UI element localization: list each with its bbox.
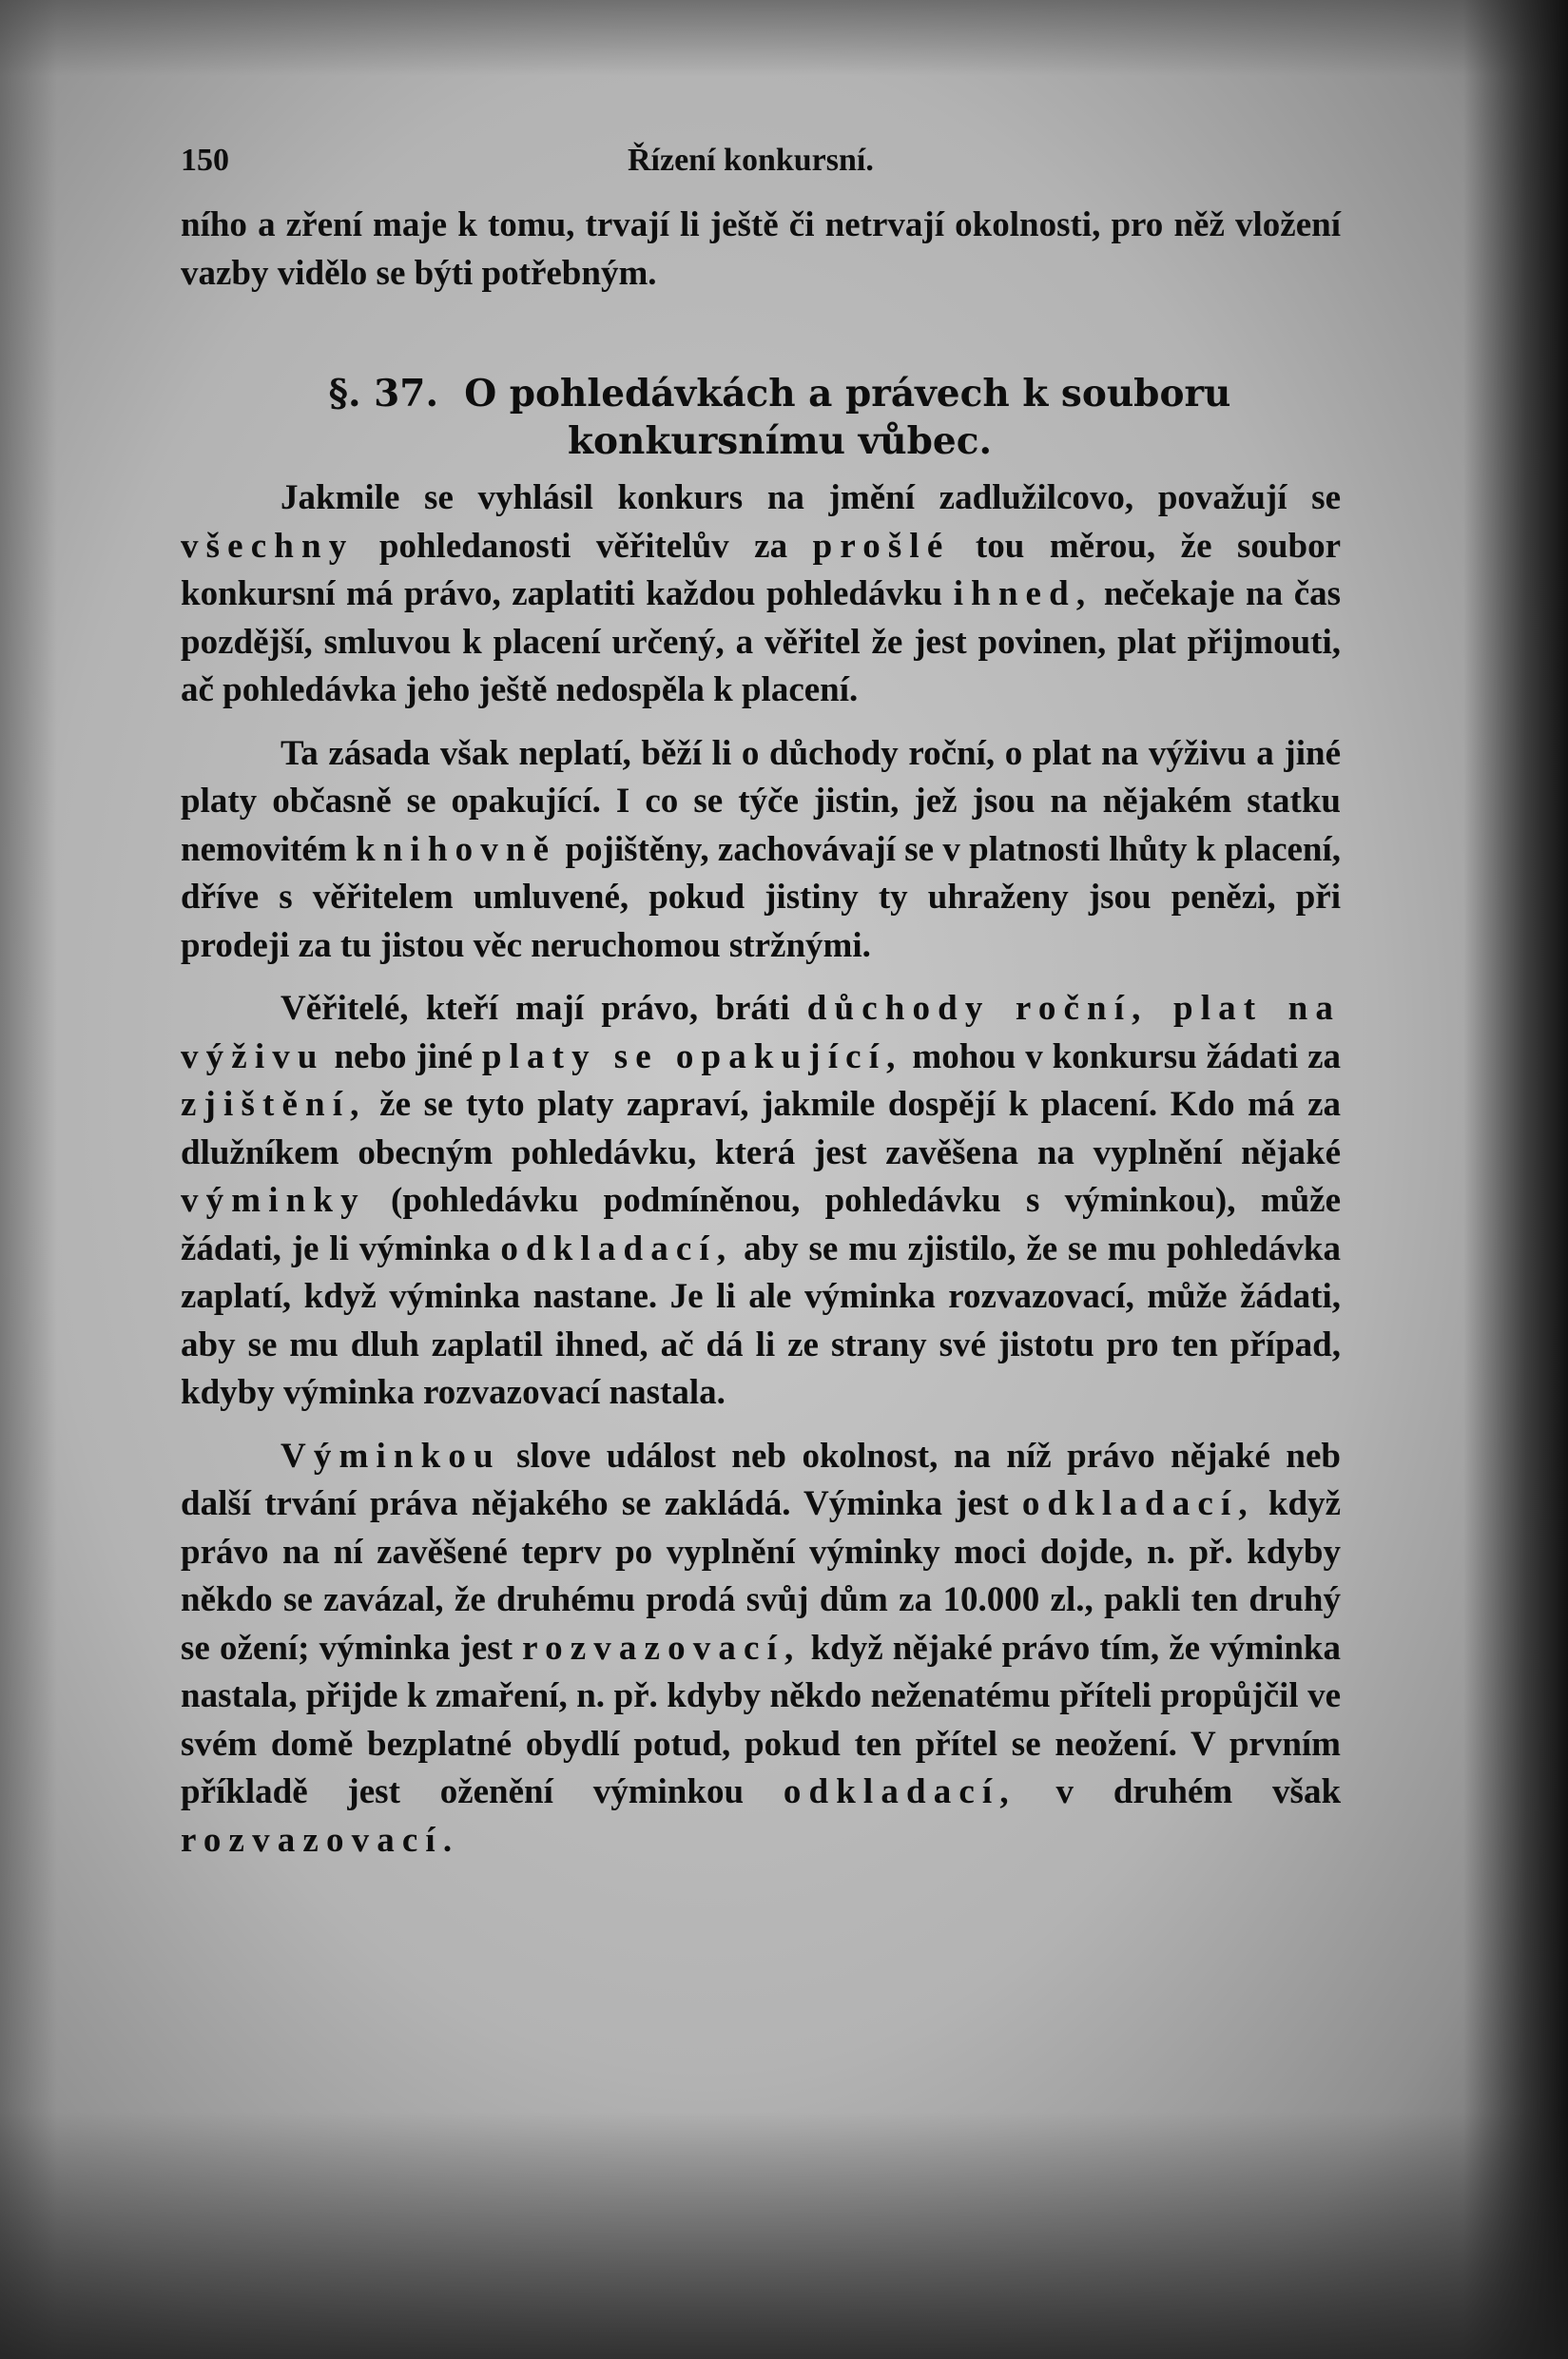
section-heading: [181, 370, 1341, 465]
scan-shadow-top: [0, 0, 1568, 76]
p4-spaced-vyminkou: Výminkou: [281, 1436, 501, 1476]
page-content: [181, 143, 1341, 1865]
scan-shadow-left: [0, 0, 57, 2359]
p1-text-e: tou měrou, že soubor konkursní má právo, zaplatiti každou pohledávku: [181, 526, 1342, 613]
paragraph-4: [181, 1433, 1341, 1866]
p3-text-e: mohou v konkursu žádati za: [912, 1036, 1342, 1076]
p4-text-f: když nějaké právo tím, že výminka nastala, přijde k zmaření, n. př. kdyby někdo neženatému příteli propůjčil ve svém domě bezplatné obydlí potud, pokud ten přítel se neožení. V prvním příkladě jest oženění výminkou: [181, 1628, 1341, 1811]
paragraph-1: [181, 474, 1341, 715]
p3-spaced-zjisteni: zjištění,: [181, 1085, 367, 1124]
p2-spaced-knihovne: knihovně: [356, 829, 557, 869]
scan-shadow-bottom: [0, 2112, 1568, 2359]
p4-spaced-odkladaci-2: odkladací,: [783, 1772, 1016, 1811]
running-head: [181, 143, 1341, 190]
p4-spaced-rozvazovaci-2: rozvazovací.: [181, 1820, 460, 1860]
p3-spaced-vyminky: výminky: [181, 1181, 366, 1220]
p4-spaced-rozvazovaci: rozvazovací,: [522, 1628, 802, 1668]
paragraph-3: [181, 985, 1341, 1418]
p3-spaced-platy: platy se opakující,: [481, 1036, 903, 1076]
p4-spaced-odkladaci: odkladací,: [1021, 1484, 1255, 1523]
p4-text-h: v druhém však: [1055, 1772, 1342, 1811]
p1-spaced-prosle: prošlé: [812, 526, 951, 566]
scan-shadow-right: [1463, 0, 1568, 2359]
p2-text-c: pojištěny, zachovávají se v platnosti lhůty k placení, dříve s věřitelem umluvené, pokud jistiny ty uhraženy jsou penězi, při prodeji za tu jistou věc neruchomou stržnými.: [181, 829, 1342, 965]
section-title-line1: O pohledávkách a právech k souboru: [464, 372, 1231, 416]
paragraph-2: [181, 730, 1341, 971]
p3-text-k: aby se mu zjistilo, že se mu pohledávka zaplatí, když výminka nastane. Je li ale výminka rozvazovací, může žádati, aby se mu dluh zaplatil ihned, ač dá li ze strany své jistotu pro ten případ, kdyby výminka rozvazovací nastala.: [181, 1228, 1341, 1412]
p1-text-a: Jakmile se vyhlásil konkurs na jmění zadlužilcovo, považují se: [281, 478, 1341, 517]
running-title: Řízení konkursní.: [628, 143, 874, 178]
p3-text-a: Věřitelé, kteří mají právo, bráti: [281, 989, 790, 1028]
p3-spaced-odkladaci: odkladací,: [500, 1228, 734, 1268]
p2-text-a: Ta zásada však neplatí, běží li o důchody roční, o plat na výživu a jiné platy občasně se opakující. I co se týče jistin, jež jsou na nějakém statku nemovitém: [181, 733, 1341, 869]
p3-spaced-duchody: důchody roční, plat na výživu: [181, 989, 1342, 1076]
carryover-paragraph: ního a zření maje k tomu, trvají li ještě či netrvají okolnosti, pro něž vložení vazby vidělo se býti potřebným.: [181, 205, 1341, 293]
p1-text-g: nečekaje na čas pozdější, smluvou k placení určený, a věřitel že jest povinen, plat přijmouti, ač pohledávka jeho ještě nedospěla k placení.: [181, 574, 1342, 709]
p3-text-c: nebo jiné: [334, 1036, 474, 1076]
section-heading-line1: [181, 370, 1341, 417]
p3-text-g: že se tyto platy zapraví, jakmile dospějí k placení. Kdo má za dlužníkem obecným pohledávku, která jest zavěšena na vyplnění nějaké: [181, 1085, 1341, 1172]
p4-text-b: slove událost neb okolnost, na níž právo nějaké neb další trvání práva nějakého se zakládá. Výminka jest: [181, 1436, 1342, 1523]
p1-text-c: pohledanosti věřitelův za: [378, 526, 788, 566]
p1-spaced-vsechny: všechny: [181, 526, 355, 566]
section-title-line2: konkursnímu vůbec.: [567, 419, 993, 463]
p4-text-d: když právo na ní zavěšené teprv po vyplnění výminky moci dojde, n. př. kdyby někdo se zavázal, že druhému prodá svůj dům za 10.000 zl., pakli ten druhý se ožení; výminka jest: [181, 1484, 1341, 1668]
page-number: 150: [181, 143, 229, 178]
p3-text-i: (pohledávku podmíněnou, pohledávku s výminkou), může žádati, je li výminka: [181, 1181, 1342, 1268]
section-number: §. 37.: [328, 372, 439, 416]
p1-spaced-ihned: ihned,: [953, 574, 1094, 613]
